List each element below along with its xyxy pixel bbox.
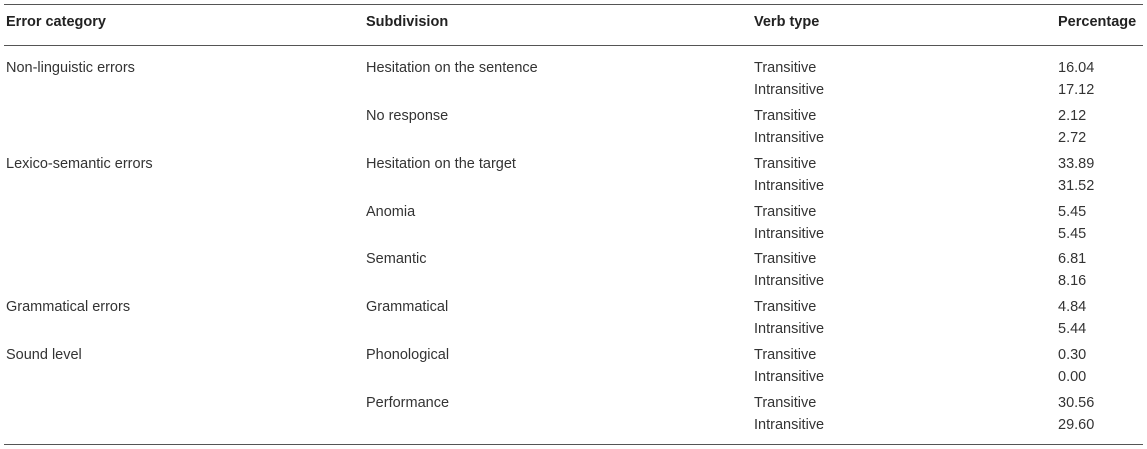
verb-type-intransitive: Intransitive	[754, 225, 825, 242]
percentage-intransitive: 5.44	[1058, 320, 1087, 337]
verb-type-intransitive: Intransitive	[754, 272, 825, 289]
cell-error-category: Sound level	[6, 347, 82, 363]
verb-type-transitive: Transitive	[754, 204, 817, 220]
verb-type-intransitive: Intransitive	[754, 177, 825, 194]
verb-type-intransitive: Intransitive	[754, 368, 825, 385]
verb-type-intransitive: Intransitive	[754, 81, 825, 98]
cell-percentage	[1058, 202, 1086, 245]
cell-verb-type	[754, 297, 824, 340]
percentage-transitive: 5.45	[1058, 204, 1087, 220]
table-row	[4, 297, 1143, 341]
percentage-transitive: 33.89	[1058, 156, 1095, 172]
percentage-transitive: 2.12	[1058, 108, 1087, 124]
cell-subdivision: Phonological	[366, 347, 450, 363]
table-row	[4, 345, 1143, 389]
cell-verb-type	[754, 393, 824, 436]
verb-type-transitive: Transitive	[754, 108, 817, 124]
percentage-transitive: 4.84	[1058, 299, 1087, 315]
cell-error-category: Lexico-semantic errors	[6, 156, 153, 172]
cell-verb-type	[754, 154, 824, 197]
table-row	[4, 249, 1143, 293]
header-verb-type: Verb type	[754, 14, 820, 30]
cell-percentage	[1058, 393, 1094, 436]
verb-type-intransitive: Intransitive	[754, 129, 825, 146]
cell-subdivision: No response	[366, 108, 449, 124]
header-percentage: Percentage	[1058, 14, 1137, 30]
percentage-transitive: 6.81	[1058, 251, 1087, 267]
percentage-intransitive: 17.12	[1058, 81, 1095, 98]
cell-subdivision: Hesitation on the sentence	[366, 60, 538, 76]
cell-subdivision: Semantic	[366, 251, 427, 267]
table-row	[4, 106, 1143, 150]
cell-verb-type	[754, 106, 824, 149]
table-bottom-rule	[4, 444, 1143, 445]
percentage-transitive: 16.04	[1058, 60, 1095, 76]
percentage-transitive: 30.56	[1058, 395, 1095, 411]
percentage-intransitive: 5.45	[1058, 225, 1087, 242]
percentage-intransitive: 29.60	[1058, 416, 1095, 433]
cell-percentage	[1058, 297, 1086, 340]
cell-percentage	[1058, 58, 1094, 101]
verb-type-transitive: Transitive	[754, 60, 817, 76]
table-row	[4, 202, 1143, 246]
percentage-intransitive: 8.16	[1058, 272, 1087, 289]
table-top-rule	[4, 4, 1143, 5]
cell-percentage	[1058, 106, 1086, 149]
percentage-intransitive: 31.52	[1058, 177, 1095, 194]
verb-type-transitive: Transitive	[754, 156, 817, 172]
verb-type-transitive: Transitive	[754, 251, 817, 267]
table-header-row	[4, 14, 1143, 34]
verb-type-transitive: Transitive	[754, 347, 817, 363]
table-row	[4, 154, 1143, 198]
verb-type-transitive: Transitive	[754, 395, 817, 411]
header-subdivision: Subdivision	[366, 14, 449, 30]
cell-verb-type	[754, 202, 824, 245]
percentage-transitive: 0.30	[1058, 347, 1087, 363]
cell-error-category: Non-linguistic errors	[6, 60, 135, 76]
table-row	[4, 58, 1143, 102]
percentage-intransitive: 2.72	[1058, 129, 1087, 146]
cell-verb-type	[754, 58, 824, 101]
table-row	[4, 393, 1143, 437]
cell-subdivision: Grammatical	[366, 299, 449, 315]
cell-percentage	[1058, 249, 1086, 292]
header-error-category: Error category	[6, 14, 106, 30]
percentage-intransitive: 0.00	[1058, 368, 1087, 385]
cell-subdivision: Anomia	[366, 204, 416, 220]
cell-error-category: Grammatical errors	[6, 299, 131, 315]
cell-subdivision: Hesitation on the target	[366, 156, 516, 172]
cell-subdivision: Performance	[366, 395, 450, 411]
cell-verb-type	[754, 345, 824, 388]
verb-type-transitive: Transitive	[754, 299, 817, 315]
cell-verb-type	[754, 249, 824, 292]
table-header-rule	[4, 45, 1143, 46]
cell-percentage	[1058, 154, 1094, 197]
cell-percentage	[1058, 345, 1086, 388]
verb-type-intransitive: Intransitive	[754, 416, 825, 433]
verb-type-intransitive: Intransitive	[754, 320, 825, 337]
